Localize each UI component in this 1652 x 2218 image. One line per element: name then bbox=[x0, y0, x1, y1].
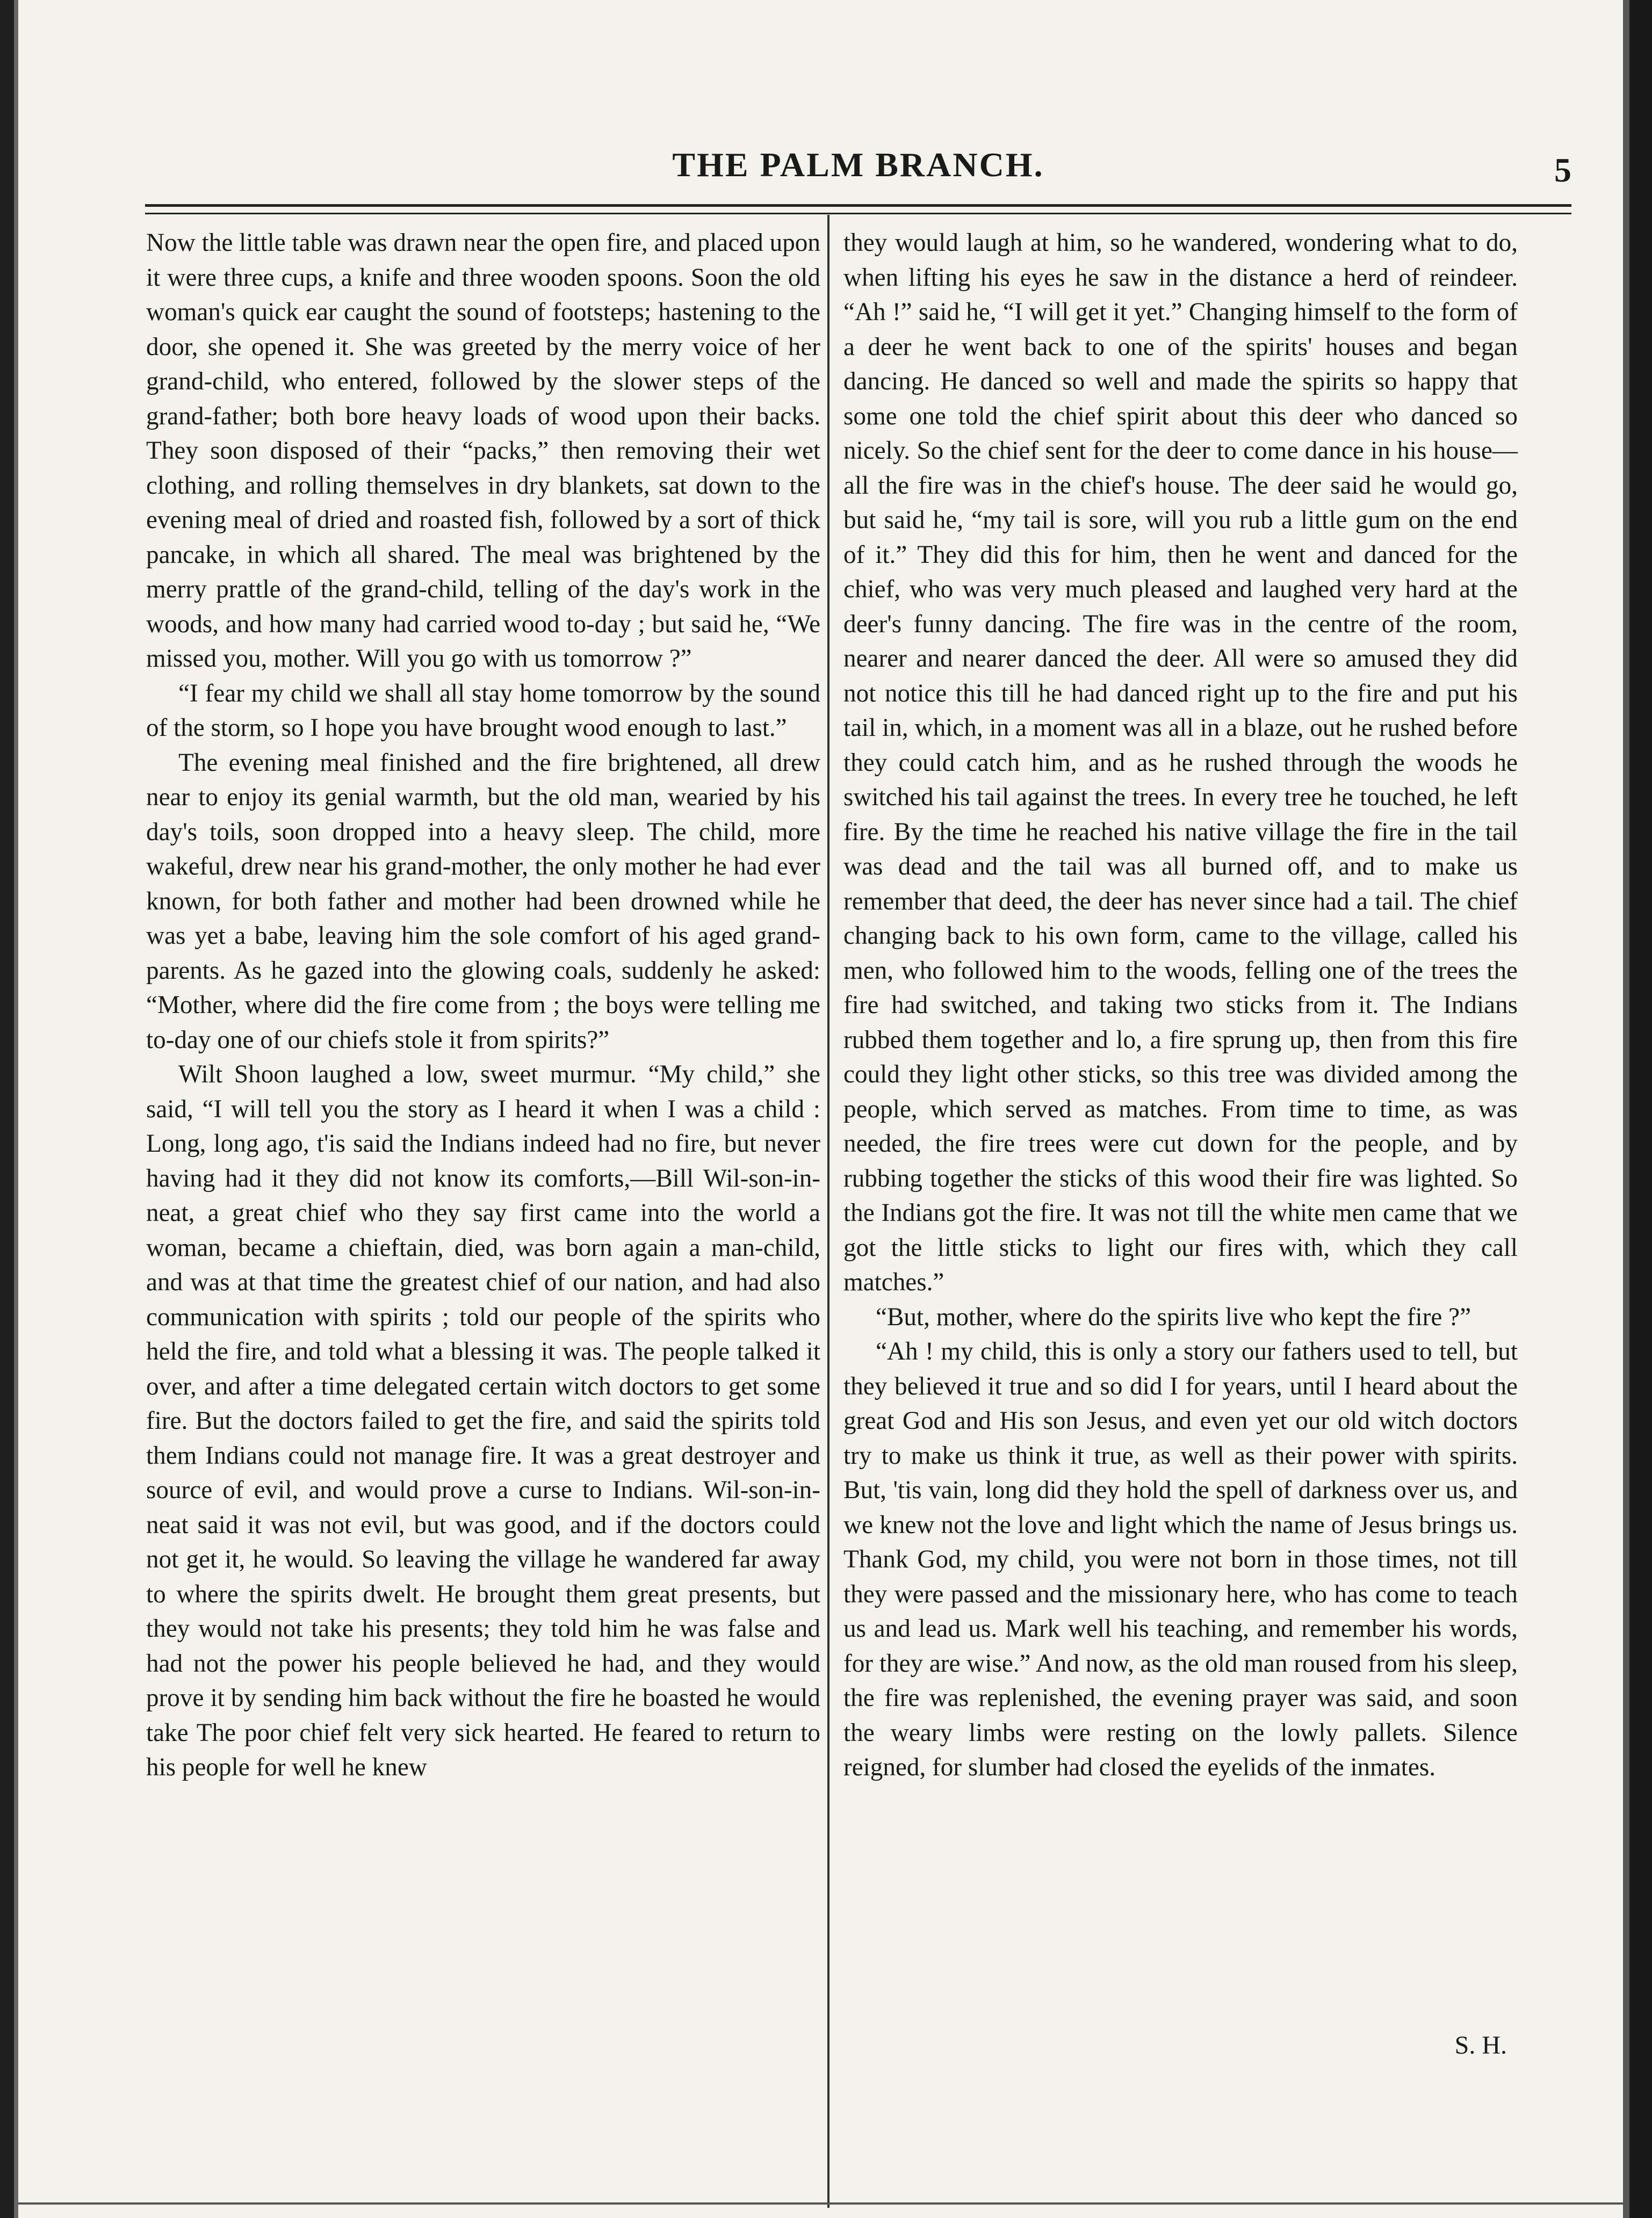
paragraph: “But, mother, where do the spirits live who kept the fire ?” bbox=[876, 1303, 1471, 1331]
paragraph: they would laugh at him, so he wandered, wondering what to do, when lifting his eyes he saw in the distance a herd of reindeer. “Ah !” said he, “I will get it yet.” Changing himself to the form of a deer he went back to one of the spirits' houses and began dancing. He danced so well and made the spirits so happy that some one told the chief spirit about this deer who danced so nicely. So the chief sent for the deer to come dance in his house—all the fire was in the chief's house. The deer said he would go, but said he, “my tail is sore, will you rub a little gum on the end of it.” They did this for him, then he went and danced for the chief, who was very much pleased and laughed very hard at the deer's funny dancing. The fire was in the centre of the room, nearer and nearer danced the deer. All were so amused they did not notice this till he had danced right up to the fire and put his tail in, which, in a moment was all in a blaze, out he rushed before they could catch him, and as he rushed through the woods he switched his tail against the trees. In every tree he touched, he left fire. By the time he reached his native village the fire in the tail was dead and the tail was all burned off, and to make us remember that deed, the deer has never since had a tail. The chief changing back to his own form, came to the village, called his men, who followed him to the woods, felling one of the trees the fire had switched, and taking two sticks from it. The Indians rubbed them together and lo, a fire sprung up, then from this fire could they light other sticks, so this tree was divided among the people, which served as matches. From time to time, as was needed, the fire trees were cut down for the people, and by rubbing together the sticks of this wood their fire was lighted. So the Indians got the fire. It was not till the white men came that we got the little sticks to light our fires with, which they call matches.” bbox=[843, 229, 1518, 1296]
header-rule-thin bbox=[145, 213, 1571, 214]
column-divider bbox=[827, 215, 829, 2208]
bottom-edge bbox=[18, 2202, 1623, 2205]
page-edge-right-shadow bbox=[1623, 0, 1629, 2218]
page-edge-left bbox=[0, 0, 14, 2218]
paragraph: The evening meal finished and the fire brightened, all drew near to enjoy its genial warmth, but the old man, wearied by his day's toils, soon dropped into a heavy sleep. The child, more wakeful, drew near his grand-mother, the only mother he had ever known, for both father and mother had been drowned while he was yet a babe, leaving him the sole comfort of his aged grand-parents. As he gazed into the glowing coals, suddenly he asked: “Mother, where did the fire come from ; the boys were telling me to-day one of our chiefs stole it from spirits?” bbox=[146, 748, 820, 1054]
left-column bbox=[146, 226, 820, 1785]
header-rule bbox=[145, 204, 1571, 207]
page-edge-left-shadow bbox=[14, 0, 18, 2218]
page-number: 5 bbox=[1554, 151, 1571, 189]
page-edge-right bbox=[1629, 0, 1652, 2218]
running-header bbox=[145, 145, 1571, 193]
publication-title: THE PALM BRANCH. bbox=[672, 146, 1044, 184]
paragraph: “I fear my child we shall all stay home tomorrow by the sound of the storm, so I hope you have brought wood enough to last.” bbox=[146, 679, 820, 742]
paragraph: “Ah ! my child, this is only a story our fathers used to tell, but they believed it true and so did I for years, until I heard about the great God and His son Jesus, and even yet our old witch doctors try to make us think it true, as well as their power with spirits. But, 'tis vain, long did they hold the spell of darkness over us, and we knew not the love and light which the name of Jesus brings us. Thank God, my child, you were not born in those times, not till they were passed and the missionary here, who has come to teach us and lead us. Mark well his teaching, and remember his words, for they are wise.” And now, as the old man roused from his sleep, the fire was replenished, the evening prayer was said, and soon the weary limbs were resting on the lowly pallets. Silence reigned, for slumber had closed the eyelids of the inmates. bbox=[843, 1338, 1518, 1781]
paragraph: Wilt Shoon laughed a low, sweet murmur. “My child,” she said, “I will tell you the story as I heard it when I was a child : Long, long ago, t'is said the Indians indeed had no fire, but never having had it they did not know its comforts,—Bill Wil-son-in-neat, a great chief who they say first came into the world a woman, became a chieftain, died, was born again a man-child, and was at that time the greatest chief of our nation, and had also communication with spirits ; told our people of the spirits who held the fire, and told what a blessing it was. The people talked it over, and after a time delegated certain witch doctors to get some fire. But the doctors failed to get the fire, and said the spirits told them Indians could not manage fire. It was a great destroyer and source of evil, and would prove a curse to Indians. Wil-son-in-neat said it was not evil, but was good, and if the doctors could not get it, he would. So leaving the village he wandered far away to where the spirits dwelt. He brought them great presents, but they would not take his presents; they told him he was false and had not the power his people believed he had, and they would prove it by sending him back without the fire he boasted he would take The poor chief felt very sick hearted. He feared to return to his people for well he knew bbox=[146, 1060, 820, 1781]
paragraph: Now the little table was drawn near the open fire, and placed upon it were three cups, a knife and three wooden spoons. Soon the old woman's quick ear caught the sound of footsteps; hastening to the door, she opened it. She was greeted by the merry voice of her grand-child, who entered, followed by the slower steps of the grand-father; both bore heavy loads of wood upon their backs. They soon disposed of their “packs,” then removing their wet clothing, and rolling themselves in dry blankets, sat down to the evening meal of dried and roasted fish, followed by a sort of thick pancake, in which all shared. The meal was brightened by the merry prattle of the grand-child, telling of the day's work in the woods, and how many had carried wood to-day ; but said he, “We missed you, mother. Will you go with us tomorrow ?” bbox=[146, 229, 820, 673]
author-signature: S. H. bbox=[1454, 2031, 1507, 2060]
right-column bbox=[843, 226, 1518, 1785]
